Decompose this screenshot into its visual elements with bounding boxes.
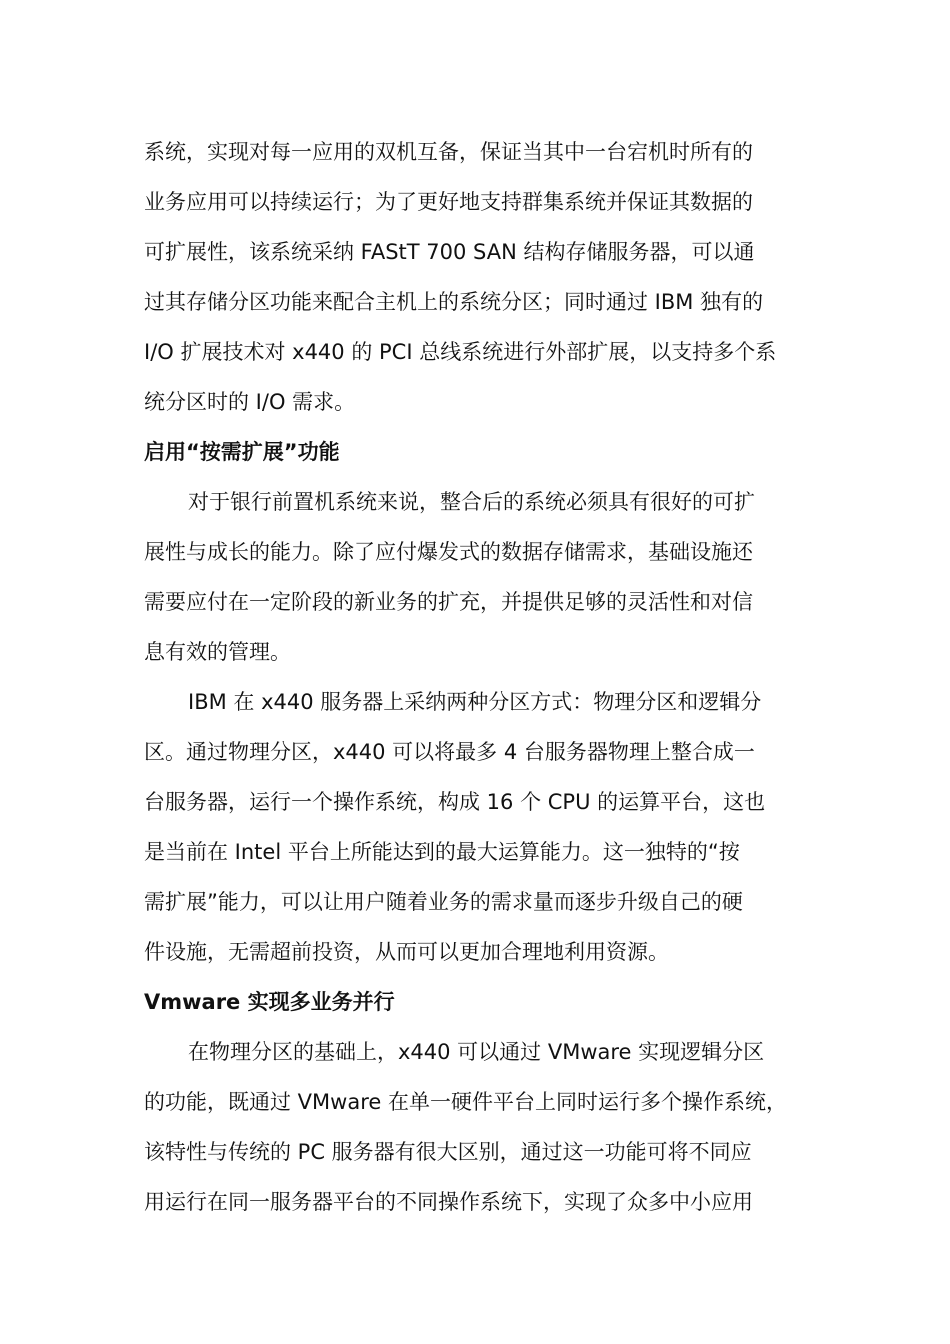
text-line: 需扩展”能力，可以让用户随着业务的需求量而逐步升级自己的硬	[144, 890, 743, 914]
text-line: I/O 扩展技术对 x440 的 PCI 总线系统进行外部扩展，以支持多个系	[144, 340, 777, 364]
text-line: 可扩展性，该系统采纳 FAStT 700 SAN 结构存储服务器，可以通	[144, 240, 755, 264]
text-line: 息有效的管理。	[144, 640, 291, 664]
paragraph-scalability	[144, 477, 816, 677]
text-line: 在物理分区的基础上，x440 可以通过 VMware 实现逻辑分区	[188, 1040, 765, 1064]
text-line: 件设施，无需超前投资，从而可以更加合理地利用资源。	[144, 940, 669, 964]
text-line: 该特性与传统的 PC 服务器有很大区别，通过这一功能可将不同应	[144, 1140, 752, 1164]
text-line: 台服务器，运行一个操作系统，构成 16 个 CPU 的运算平台，这也	[144, 790, 766, 814]
section-heading-vmware: Vmware 实现多业务并行	[144, 990, 395, 1014]
document-page	[144, 127, 816, 1227]
text-line: 统分区时的 I/O 需求。	[144, 390, 356, 414]
text-line: IBM 在 x440 服务器上采纳两种分区方式：物理分区和逻辑分	[188, 690, 762, 714]
paragraph-vmware	[144, 1027, 816, 1227]
paragraph-cluster-storage	[144, 127, 816, 427]
text-line: 展性与成长的能力。除了应付爆发式的数据存储需求，基础设施还	[144, 540, 753, 564]
text-line: 过其存储分区功能来配合主机上的系统分区；同时通过 IBM 独有的	[144, 290, 764, 314]
paragraph-partitioning	[144, 677, 816, 977]
section-heading-on-demand: 启用“按需扩展”功能	[144, 440, 340, 464]
text-line: 对于银行前置机系统来说，整合后的系统必须具有很好的可扩	[188, 490, 755, 514]
text-line: 是当前在 Intel 平台上所能达到的最大运算能力。这一独特的“按	[144, 840, 740, 864]
text-line: 业务应用可以持续运行；为了更好地支持群集系统并保证其数据的	[144, 190, 753, 214]
text-line: 系统，实现对每一应用的双机互备，保证当其中一台宕机时所有的	[144, 140, 753, 164]
text-line: 用运行在同一服务器平台的不同操作系统下，实现了众多中小应用	[144, 1190, 753, 1214]
text-line: 区。通过物理分区，x440 可以将最多 4 台服务器物理上整合成一	[144, 740, 755, 764]
text-line: 需要应付在一定阶段的新业务的扩充，并提供足够的灵活性和对信	[144, 590, 753, 614]
text-line: 的功能，既通过 VMware 在单一硬件平台上同时运行多个操作系统，	[144, 1090, 787, 1114]
